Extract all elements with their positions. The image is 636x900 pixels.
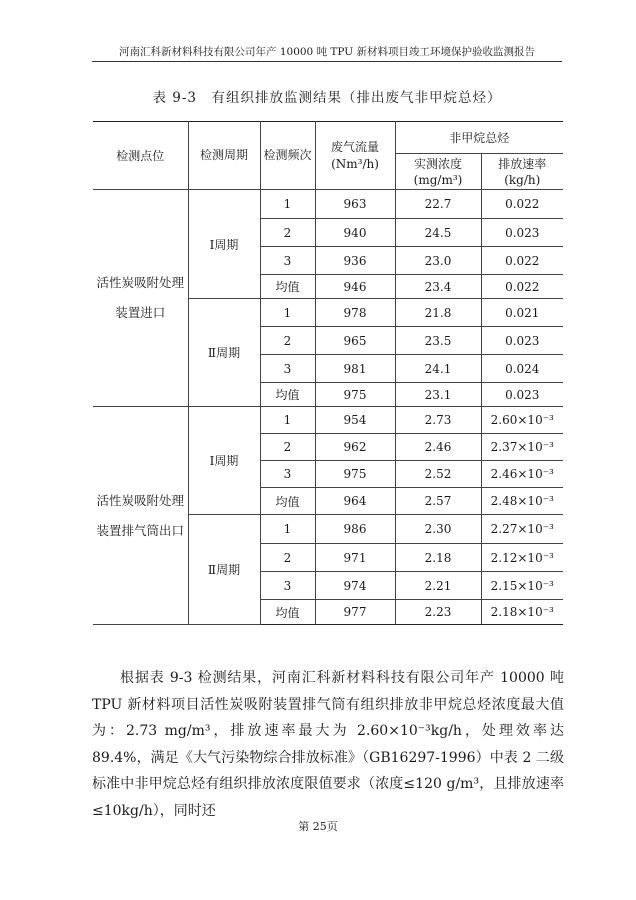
page-number: 第 25页 — [298, 820, 338, 833]
concentration-cell: 23.5 — [395, 327, 481, 355]
concentration-cell: 24.1 — [395, 355, 481, 383]
flow-cell: 971 — [315, 544, 395, 572]
frequency-cell: 2 — [260, 544, 315, 572]
concentration-cell: 2.46 — [395, 434, 481, 461]
flow-cell: 986 — [315, 515, 395, 544]
period-cell: Ⅰ周期 — [188, 407, 260, 515]
rate-cell: 0.022 — [481, 247, 563, 275]
header-flow: 废气流量 (Nm³/h) — [315, 122, 395, 190]
flow-cell: 954 — [315, 407, 395, 434]
flow-cell: 974 — [315, 572, 395, 600]
site-cell: 活性炭吸附处理 装置进口 — [93, 190, 188, 407]
result-paragraph-text: 根据表 9-3 检测结果，河南汇科新材料科技有限公司年产 10000 吨 TPU 新材料项目活性炭吸附装置排气筒有组织排放非甲烷总烃浓度最大值为：2.73 mg/m³，排放速率最大为 2.60×10⁻³kg/h，处理效率达 89.4%，满足《大气污染物综合排放标准》（GB16297-1996）中表 2 二级标准中非甲烷总烃有组织排放浓度限值要求（浓度≤120 g/m³，且排放速率≤10kg/h），同时还 — [92, 670, 564, 819]
rate-cell: 0.023 — [481, 219, 563, 247]
frequency-cell: 2 — [260, 434, 315, 461]
frequency-cell: 3 — [260, 355, 315, 383]
concentration-cell: 22.7 — [395, 190, 481, 219]
flow-cell: 962 — [315, 434, 395, 461]
header-concentration: 实测浓度 (mg/m³) — [395, 154, 481, 190]
flow-cell: 965 — [315, 327, 395, 355]
table-row — [93, 407, 563, 434]
flow-cell: 940 — [315, 219, 395, 247]
rate-cell: 0.024 — [481, 355, 563, 383]
rate-cell: 2.18×10⁻³ — [481, 600, 563, 625]
rate-cell: 2.37×10⁻³ — [481, 434, 563, 461]
flow-cell: 981 — [315, 355, 395, 383]
concentration-cell: 24.5 — [395, 219, 481, 247]
flow-cell: 946 — [315, 275, 395, 299]
rate-cell: 2.15×10⁻³ — [481, 572, 563, 600]
header-divider — [92, 61, 562, 62]
site-cell: 活性炭吸附处理 装置排气筒出口 — [93, 407, 188, 625]
flow-cell: 977 — [315, 600, 395, 625]
flow-cell: 975 — [315, 461, 395, 488]
concentration-cell: 2.21 — [395, 572, 481, 600]
concentration-cell: 2.18 — [395, 544, 481, 572]
rate-cell: 0.021 — [481, 299, 563, 327]
flow-cell: 964 — [315, 488, 395, 515]
header-site: 检测点位 — [93, 122, 188, 190]
frequency-cell: 3 — [260, 461, 315, 488]
frequency-cell: 1 — [260, 299, 315, 327]
concentration-cell: 2.73 — [395, 407, 481, 434]
rate-cell: 0.022 — [481, 275, 563, 299]
frequency-cell: 均值 — [260, 600, 315, 625]
frequency-cell: 2 — [260, 219, 315, 247]
concentration-cell: 2.52 — [395, 461, 481, 488]
page-header: 河南汇科新材料科技有限公司年产 10000 吨 TPU 新材料项目竣工环境保护验收监测报告 — [119, 46, 535, 58]
flow-cell: 963 — [315, 190, 395, 219]
frequency-cell: 1 — [260, 190, 315, 219]
header-rate: 排放速率 (kg/h) — [481, 154, 563, 190]
concentration-cell: 2.23 — [395, 600, 481, 625]
frequency-cell: 均值 — [260, 383, 315, 407]
rate-cell: 0.022 — [481, 190, 563, 219]
concentration-cell: 23.1 — [395, 383, 481, 407]
concentration-cell: 23.0 — [395, 247, 481, 275]
frequency-cell: 1 — [260, 407, 315, 434]
table-caption: 表 9-3 有组织排放监测结果（排出废气非甲烷总烃） — [152, 90, 502, 106]
rate-cell: 2.12×10⁻³ — [481, 544, 563, 572]
concentration-cell: 2.57 — [395, 488, 481, 515]
rate-cell: 0.023 — [481, 327, 563, 355]
rate-cell: 0.023 — [481, 383, 563, 407]
concentration-cell: 2.30 — [395, 515, 481, 544]
frequency-cell: 3 — [260, 247, 315, 275]
rate-cell: 2.27×10⁻³ — [481, 515, 563, 544]
frequency-cell: 1 — [260, 515, 315, 544]
flow-cell: 936 — [315, 247, 395, 275]
period-cell: Ⅱ周期 — [188, 515, 260, 625]
frequency-cell: 均值 — [260, 488, 315, 515]
header-frequency: 检测频次 — [260, 122, 315, 190]
result-paragraph — [92, 665, 564, 824]
concentration-cell: 21.8 — [395, 299, 481, 327]
rate-cell: 2.46×10⁻³ — [481, 461, 563, 488]
concentration-cell: 23.4 — [395, 275, 481, 299]
frequency-cell: 均值 — [260, 275, 315, 299]
period-cell: Ⅱ周期 — [188, 299, 260, 407]
frequency-cell: 2 — [260, 327, 315, 355]
header-period: 检测周期 — [188, 122, 260, 190]
rate-cell: 2.48×10⁻³ — [481, 488, 563, 515]
table-row — [93, 190, 563, 219]
flow-cell: 975 — [315, 383, 395, 407]
frequency-cell: 3 — [260, 572, 315, 600]
period-cell: Ⅰ周期 — [188, 190, 260, 299]
header-nmhc: 非甲烷总烃 — [395, 122, 563, 154]
monitoring-results-table — [93, 121, 563, 625]
rate-cell: 2.60×10⁻³ — [481, 407, 563, 434]
flow-cell: 978 — [315, 299, 395, 327]
